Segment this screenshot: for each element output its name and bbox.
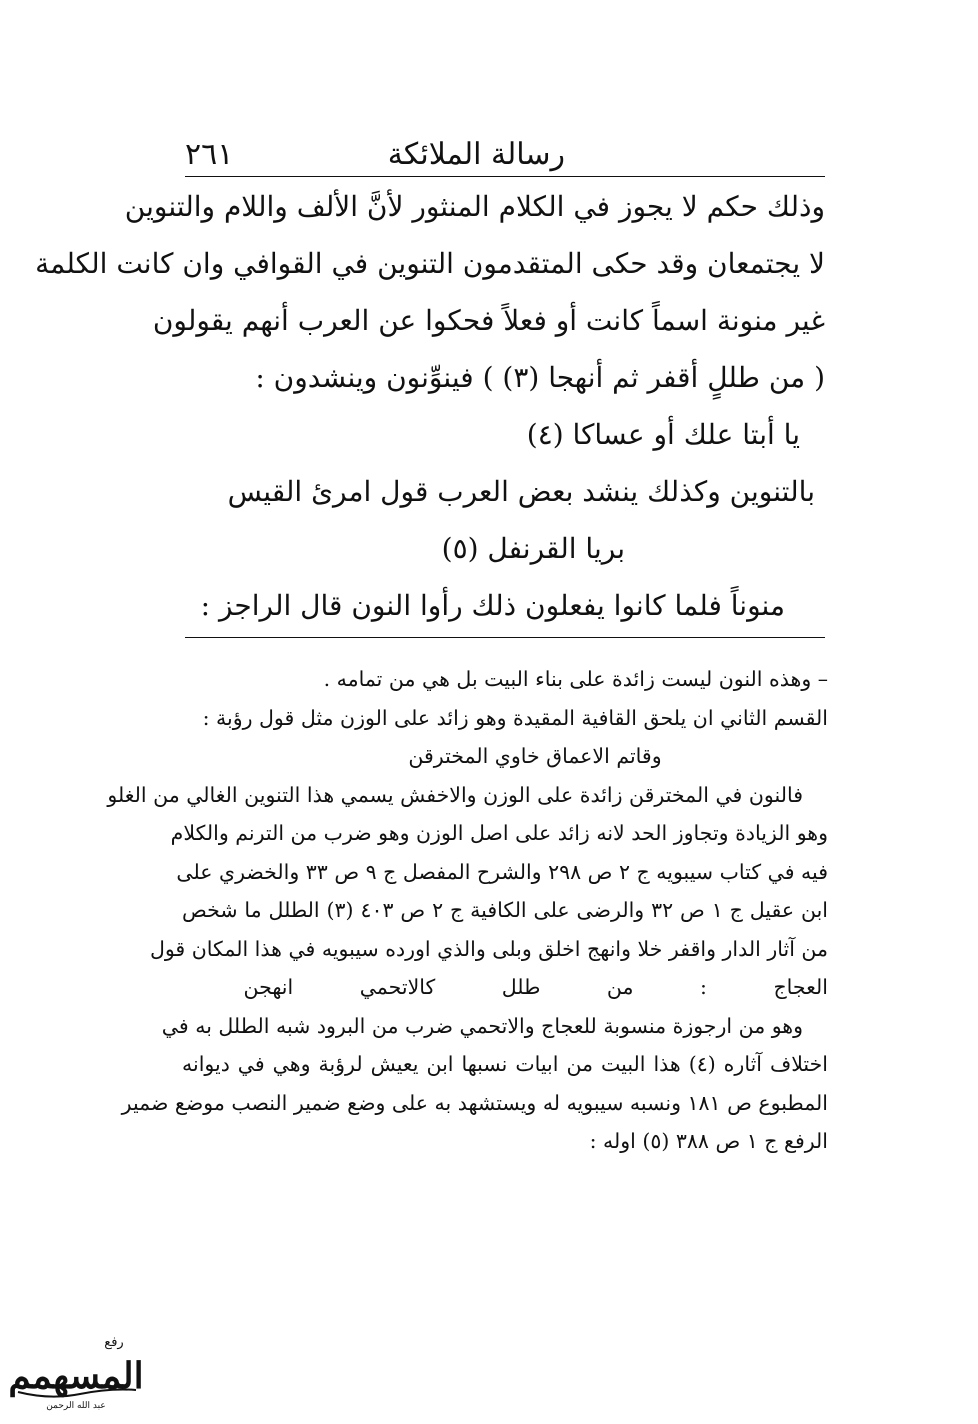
main-text-line: ( من طللٍ أقفر ثم أنهجا (٣) ) فينوِّنون وينشدون : (255, 361, 825, 394)
footnote-line: من آثار الدار واقفر خلا وانهج اخلق وبلى والذي اورده سيبويه في هذا المكان قول (149, 936, 828, 961)
main-text-line: لا يجتمعان وقد حكى المتقدمون التنوين في القوافي وان كانت الكلمة (35, 247, 825, 280)
footnote-line: فيه في كتاب سيبويه ج ٢ ص ٢٩٨ والشرح المفصل ج ٩ ص ٣٣ والخضري على (176, 859, 828, 884)
stamp-main-text: المسهمم (8, 1355, 144, 1397)
footnote-line: اختلاف آثاره (٤) هذا البيت من ابيات نسبها ابن يعيش لرؤبة وهي في ديوانه (182, 1052, 828, 1076)
main-text (35, 178, 825, 634)
footnote-line: ابن عقيل ج ١ ص ٣٢ والرضى على الكافية ج ٢ ص ٤٠٣ (٣) الطلل ما شخص (182, 898, 828, 922)
footnote-line: القسم الثاني ان يلحق القافية المقيدة وهو زائد على الوزن مثل قول رؤبة : (202, 705, 828, 730)
footnote-separator (185, 637, 825, 638)
main-text-line: منوناً فلما كانوا يفعلون ذلك رأوا النون قال الراجز : (200, 589, 785, 622)
footnote-line: فالنون في المخترقن زائدة على الوزن والاخفش يسمي هذا التنوين الغالي من الغلو (107, 782, 803, 807)
verse-line: يا أبتا علك أو عساكا (٤) (526, 418, 800, 451)
footnote-line: وهو من ارجوزة منسوبة للعجاج والاتحمي ضرب من البرود شبه الطلل به في (161, 1013, 803, 1038)
footnote-line: المطبوع ص ١٨١ ونسبه سيبويه له ويستشهد به على وضع ضمير النصب موضع ضمير (121, 1090, 828, 1115)
footnote-line: العجاج : من طلل كالاتحمي انهجن (243, 975, 828, 999)
footnote-line: وهو الزيادة وتجاوز الحد لانه زائد على اصل الوزن وهو ضرب من الترنم والكلام (170, 821, 828, 845)
running-title: رسالة الملائكة (387, 137, 565, 172)
main-text-line: بالتنوين وكذلك ينشد بعض العرب قول امرئ القيس (227, 475, 815, 508)
stamp-top-text: رفع (104, 1335, 124, 1350)
stamp-sub-text: عبد الله الرحمن (46, 1401, 106, 1411)
main-text-line: غير منونة اسماً كانت أو فعلاً فحكوا عن العرب أنهم يقولون (152, 304, 825, 337)
page-number: ٢٦١ (185, 137, 234, 172)
main-text-line: وذلك حكم لا يجوز في الكلام المنثور لأنَّ الألف واللام والتنوين (124, 190, 825, 223)
footnotes (107, 660, 828, 1161)
footnote-line: الرفع ج ١ ص ٣٨٨ (٥) اوله : (589, 1129, 828, 1153)
verse-line: بريا القرنفل (٥) (441, 532, 625, 565)
footnote-verse: وقاتم الاعماق خاوي المخترقن (408, 744, 662, 768)
stamp-calligraphy-icon (8, 1330, 144, 1414)
library-stamp-logo (8, 1330, 144, 1414)
running-header (185, 128, 825, 177)
footnote-line: – وهذه النون ليست زائدة على بناء البيت بل هي من تمامه . (323, 667, 828, 691)
